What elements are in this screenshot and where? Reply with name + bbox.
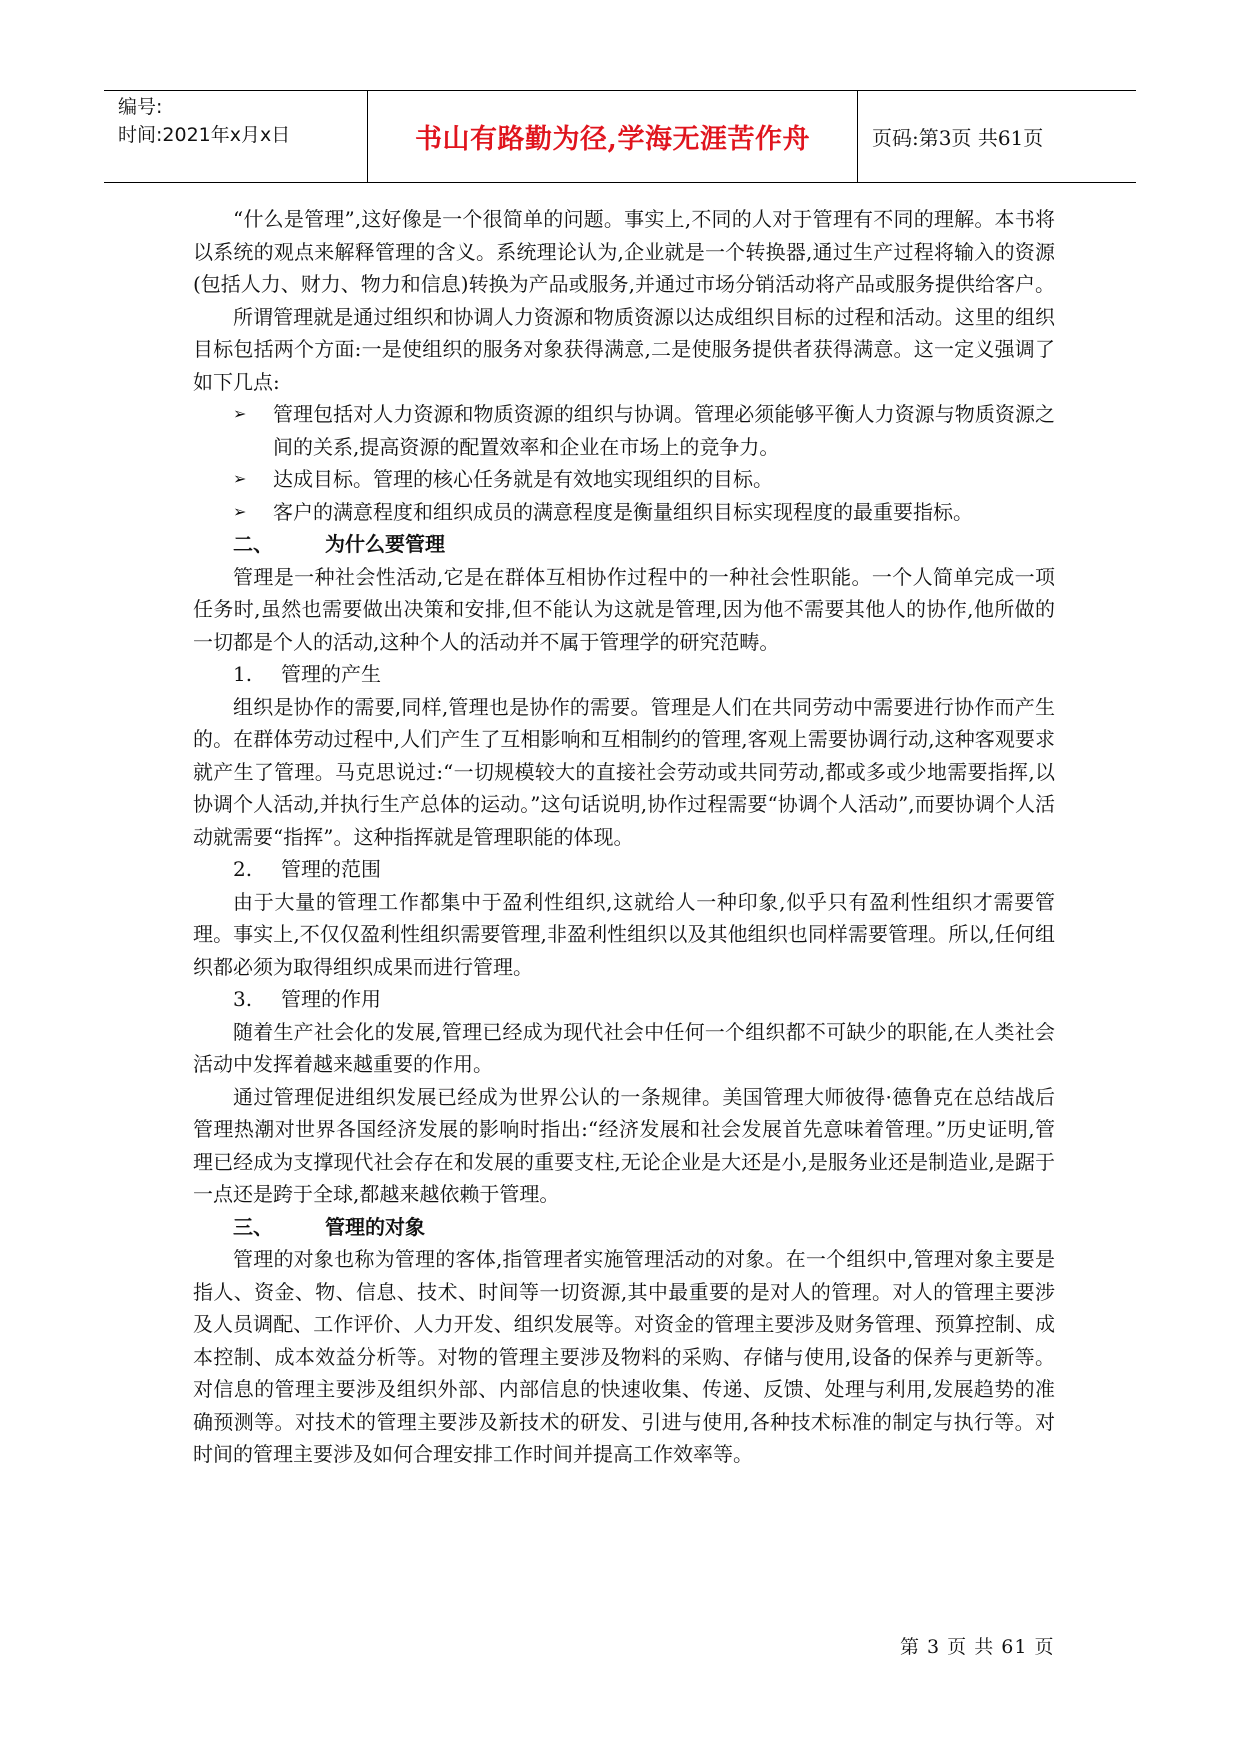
paragraph: 所谓管理就是通过组织和协调人力资源和物质资源以达成组织目标的过程和活动。这里的组织目标包括两个方面:一是使组织的服务对象获得满意,二是使服务提供者获得满意。这一定义强调了如下几点: [193,304,1055,394]
list-item-text: 客户的满意程度和组织成员的满意程度是衡量组织目标实现程度的最重要指标。 [273,499,973,524]
list-item [193,496,1055,529]
subsection-number: 2. [233,857,253,881]
list-item [193,463,1055,496]
paragraph: 由于大量的管理工作都集中于盈利性组织,这就给人一种印象,似乎只有盈利性组织才需要管理。事实上,不仅仅盈利性组织需要管理,非盈利性组织以及其他组织也同样需要管理。所以,任何组织都必须为取得组织成果而进行管理。 [193,889,1055,979]
document-time-label: 时间:2021年x月x日 [118,124,291,146]
section-heading [193,528,1055,561]
section-number: 三、 [233,1214,273,1239]
page-footer: 第 3 页 共 61 页 [900,1636,1055,1658]
paragraph: 随着生产社会化的发展,管理已经成为现代社会中任何一个组织都不可缺少的职能,在人类社会活动中发挥着越来越重要的作用。 [193,1019,1055,1076]
paragraph: 通过管理促进组织发展已经成为世界公认的一条规律。美国管理大师彼得·德鲁克在总结战后管理热潮对世界各国经济发展的影响时指出:“经济发展和社会发展首先意味着管理。”历史证明,管理已经成为支撑现代社会存在和发展的重要支柱,无论企业是大还是小,是服务业还是制造业,是踞于一点还是跨于全球,都越来越依赖于管理。 [193,1084,1055,1206]
list-item-text: 管理包括对人力资源和物质资源的组织与协调。管理必须能够平衡人力资源与物质资源之间的关系,提高资源的配置效率和企业在市场上的竞争力。 [273,402,1055,459]
subsection-heading [193,853,1055,886]
header-page-number: 页码:第3页 共61页 [872,126,1044,150]
arrow-bullet-icon: ➢ [233,501,247,521]
list-item [193,398,1055,463]
subsection-title: 管理的产生 [281,662,381,686]
arrow-bullet-icon: ➢ [233,404,247,423]
subsection-title: 管理的范围 [281,857,381,881]
arrow-bullet-icon: ➢ [233,469,247,488]
header-motto: 书山有路勤为径,学海无涯苦作舟 [368,91,858,182]
header-meta [104,91,368,182]
section-title: 为什么要管理 [325,532,445,556]
paragraph: 组织是协作的需要,同样,管理也是协作的需要。管理是人们在共同劳动中需要进行协作而产生的。在群体劳动过程中,人们产生了互相影响和互相制约的管理,客观上需要协调行动,这种客观要求就产生了管理。马克思说过:“一切规模较大的直接社会劳动或共同劳动,都或多或少地需要指挥,以协调个人活动,并执行生产总体的运动。”这句话说明,协作过程需要“协调个人活动”,而要协调个人活动就需要“指挥”。这种指挥就是管理职能的体现。 [193,694,1055,849]
subsection-heading [193,983,1055,1016]
document-body [193,203,1055,1471]
page-header [104,90,1136,183]
paragraph: “什么是管理”,这好像是一个很简单的问题。事实上,不同的人对于管理有不同的理解。本书将以系统的观点来解释管理的含义。系统理论认为,企业就是一个转换器,通过生产过程将输入的资源(包括人力、财力、物力和信息)转换为产品或服务,并通过市场分销活动将产品或服务提供给客户。 [193,207,1055,296]
subsection-number: 1. [233,662,253,686]
section-title: 管理的对象 [325,1214,425,1239]
subsection-title: 管理的作用 [281,987,381,1011]
list-item-text: 达成目标。管理的核心任务就是有效地实现组织的目标。 [273,467,773,491]
subsection-number: 3. [233,987,253,1011]
paragraph: 管理的对象也称为管理的客体,指管理者实施管理活动的对象。在一个组织中,管理对象主要是指人、资金、物、信息、技术、时间等一切资源,其中最重要的是对人的管理。对人的管理主要涉及人员调配、工作评价、人力开发、组织发展等。对资金的管理主要涉及财务管理、预算控制、成本控制、成本效益分析等。对物的管理主要涉及物料的采购、存储与使用,设备的保养与更新等。对信息的管理主要涉及组织外部、内部信息的快速收集、传递、反馈、处理与利用,发展趋势的准确预测等。对技术的管理主要涉及新技术的研发、引进与使用,各种技术标准的制定与执行等。对时间的管理主要涉及如何合理安排工作时间并提高工作效率等。 [193,1247,1055,1466]
section-number: 二、 [233,532,273,556]
paragraph: 管理是一种社会性活动,它是在群体互相协作过程中的一种社会性职能。一个人简单完成一项任务时,虽然也需要做出决策和安排,但不能认为这就是管理,因为他不需要其他人的协作,他所做的一切都是个人的活动,这种个人的活动并不属于管理学的研究范畴。 [193,564,1055,654]
section-heading [193,1211,1055,1244]
subsection-heading [193,658,1055,691]
document-number-label: 编号: [118,96,163,118]
